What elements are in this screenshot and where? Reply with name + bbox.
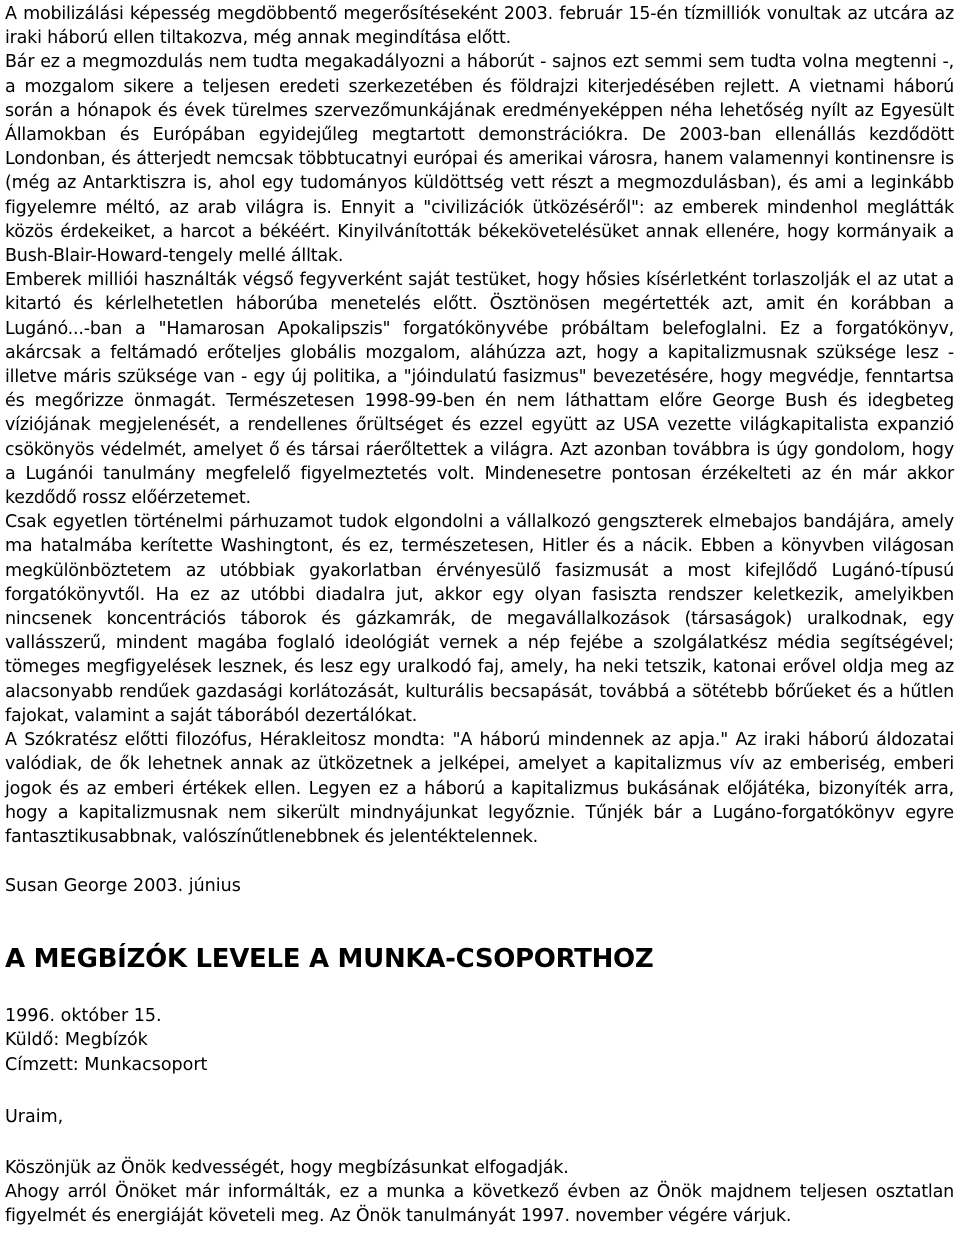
section-heading: A MEGBÍZÓK LEVELE A MUNKA-CSOPORTHOZ [5,944,654,975]
body-paragraph-2: Bár ez a megmozdulás nem tudta megakadályozni a háborút - sajnos ezt semmi sem tudta volna megtenni -, a mozgalom sikere a teljesen eredeti szerkezetében és földrajzi kiterjedésében rejlett. A vietnami háború során a hónapok és évek türelmes szervezőmunkájának eredményeképpen néha lehetőség nyílt az Egyesült Államokban és Európában egyidejűleg megtartott demonstrációkra. De 2003-ban ellenállás kezdődött Londonban, és átterjedt nemcsak többtucatnyi európai és amerikai városra, hanem valamennyi kontinensre is (még az Antarktiszra is, ahol egy tudományos küldöttség vett részt a megmozdulásban), és ami a leginkább figyelemre méltó, az arab világra is. Ennyit a "civilizációk ütközéséről": az emberek mindenhol meglátták közös érdekeiket, a harcot a békéért. Kinyilvánították békekövetelésüket annak ellenére, hogy kormányaik a Bush-Blair-Howard-tengely mellé álltak. [5,52,954,267]
letter-recipient: Címzett: Munkacsoport [5,1054,208,1075]
body-paragraph-4: Csak egyetlen történelmi párhuzamot tudok elgondolni a vállalkozó gengszterek elmebajos bandájára, amely ma hatalmába kerítette Washingtont, és ez, természetesen, Hitler és a nácik. Ebben a könyvben világosan megkülönböztetem az utóbbiak gyakorlatban érvényesülő fasizmusát a most kifejlődő Lugánó-típusú forgatókönyvtől. Ha ez az utóbbi diadalra jut, akkor egy olyan fasiszta rendszer keletkezik, amelyikben nincsenek koncentrációs táborok és gázkamrák, de megavállalkozások (társaságok) uralkodnak, egy vallásszerű, mindent magába foglaló ideológiát vernek a nép fejébe a szolgálatkész média segítségével; tömeges megfigyelések lesznek, és lesz egy uralkodó faj, amely, ha neki tetszik, katonai erővel oldja meg az alacsonyabb rendűek gazdasági korlátozását, kulturális becsapását, továbbá a sötétebb bőrűeket és a hűtlen fajokat, valamint a saját táborából dezertálókat. [5,512,954,726]
letter-paragraph-1: Köszönjük az Önök kedvességét, hogy megbízásunkat elfogadják. [5,1157,569,1178]
letter-paragraph-2: Ahogy arról Önöket már informálták, ez a munka a következő évben az Önök majdnem teljesen osztatlan figyelmét és energiáját követeli meg. Az Önök tanulmányát 1997. november végére várjuk. [5,1181,954,1227]
author-signature-line: Susan George 2003. június [5,876,241,897]
letter-salutation: Uraim, [5,1106,64,1127]
letter-meta [5,1004,954,1077]
letter-sender: Küldő: Megbízók [5,1030,148,1051]
letter-date: 1996. október 15. [5,1006,162,1027]
body-paragraph-1: A mobilizálási képesség megdöbbentő megerősítéseként 2003. február 15-én tízmilliók vonultak az utcára az iraki háború ellen tiltakozva, még annak megindítása előtt. [5,4,954,49]
body-paragraph-3: Emberek milliói használták végső fegyverként saját testüket, hogy hősies kísérletként torlaszolják el az utat a kitartó és kérlelhetetlen háborúba menetelés előtt. Ösztönösen megértették azt, amit én korábban a Lugánó...-ban a "Hamarosan Apokalipszis" forgatókönyvébe próbáltam belefoglalni. Ez a forgatókönyv, akárcsak a feltámadó erőteljes globális mozgalom, aláhúzza azt, hogy a kapitalizmusnak szüksége lesz - illetve máris szüksége van - egy új politika, a "jóindulatú fasizmus" bevezetésére, hogy megvédje, fenntartsa és megőrizze önmagát. Természetesen 1998-99-ben én nem láthattam előre George Bush és idegbeteg víziójának megjelenését, a rendellenes őrültséget és ezzel együtt az USA vezette világkapitalista expanzió csökönyös védelmét, amelyet ő és társai ráerőltettek a világra. Azt azonban továbbra is úgy gondolom, hogy a Lugánói tanulmány megfelelő figyelmeztetés volt. Mindenesetre pontosan érzékelteti az én már akkor kezdődő rossz előérzetemet. [5,270,954,509]
body-paragraph-5: A Szókratész előtti filozófus, Hérakleitosz mondta: "A háború mindennek az apja." Az iraki háború áldozatai valódiak, de ők lehetnek annak az ütközetnek a jelképei, amelyet a kapitalizmus vív az emberiség, emberi jogok és az emberi értékek ellen. Legyen ez a háború a kapitalizmus bukásának előjátéka, bizonyíték arra, hogy a kapitalizmusnak nem sikerült mindnyájunkat legyőznie. Tűnjék bár a Lugáno-forgatókönyv egyre fantasztikusabbnak, valószínűtlenebbnek és jelentéktelennek. [5,730,954,847]
